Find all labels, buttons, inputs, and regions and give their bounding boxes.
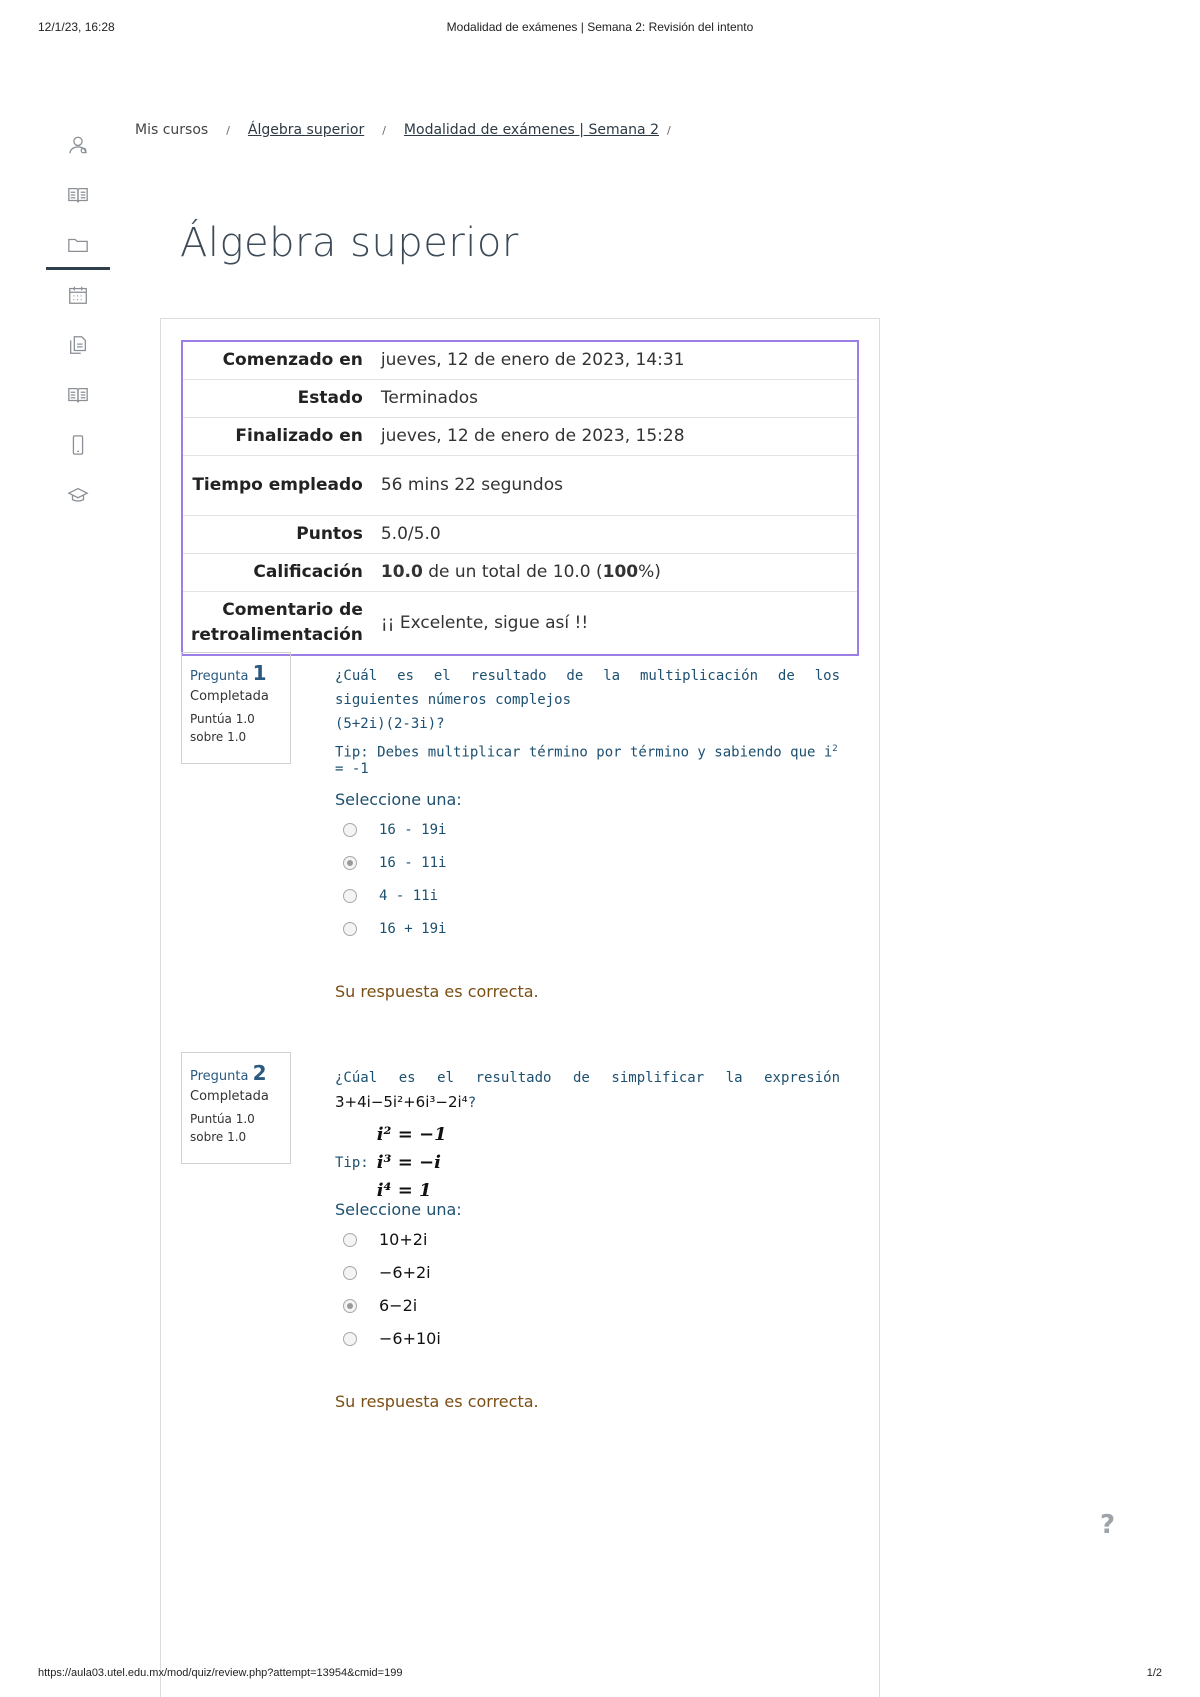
sidebar-item-files[interactable]: [46, 220, 110, 270]
summary-label: Calificación: [253, 562, 363, 582]
tip-text: Tip: Debes multiplicar término por término y sabiendo que i: [335, 744, 833, 761]
summary-row-state: [182, 380, 858, 418]
question-text-main: ¿Cúal es el resultado de simplificar la expresión: [335, 1070, 840, 1086]
radio-button[interactable]: [343, 889, 357, 903]
print-title: Modalidad de exámenes | Semana 2: Revisión del intento: [446, 20, 754, 34]
summary-value: ¡¡ Excelente, sigue así !!: [380, 612, 589, 633]
summary-row-grade: [182, 554, 858, 592]
option-label: 4 - 11i: [379, 887, 439, 904]
answer-option[interactable]: [335, 1223, 840, 1256]
summary-value: 5.0/5.0: [380, 524, 441, 544]
question-grade: [190, 1110, 282, 1146]
sidebar-item-documents[interactable]: [46, 320, 110, 370]
help-icon[interactable]: ?: [1100, 1510, 1116, 1540]
answer-block-1: [335, 790, 840, 945]
answer-options: [335, 813, 840, 945]
question-content-2: [335, 1066, 840, 1205]
question-tip: [335, 1121, 840, 1205]
grade-text-end: %): [638, 562, 661, 582]
question-mark: ?: [467, 1095, 477, 1111]
breadcrumb-home[interactable]: Mis cursos: [135, 122, 209, 138]
radio-button-selected[interactable]: [343, 856, 357, 870]
folder-icon: [67, 234, 89, 256]
sidebar-item-courses[interactable]: [46, 470, 110, 520]
tip-sup: 2: [832, 744, 838, 754]
radio-button-selected[interactable]: [343, 1299, 357, 1313]
answer-block-2: [335, 1200, 840, 1355]
question-number: [190, 661, 282, 685]
book-icon: [67, 384, 89, 406]
sidebar-item-mobile[interactable]: [46, 420, 110, 470]
question-text: [335, 1066, 840, 1115]
tip-equation: i³ = −i: [376, 1152, 441, 1173]
tip-text-end: = -1: [335, 760, 369, 777]
answer-option[interactable]: [335, 846, 840, 879]
question-number-value: 1: [252, 661, 267, 685]
summary-value: Terminados: [380, 388, 479, 408]
breadcrumb-separator: /: [382, 123, 386, 137]
option-label: −6+10i: [379, 1329, 441, 1348]
option-label: 16 - 19i: [379, 821, 447, 838]
sidebar-item-grades[interactable]: [46, 170, 110, 220]
sidebar-item-participants[interactable]: [46, 120, 110, 170]
question-expression: 3+4i−5i²+6i³−2i⁴: [335, 1093, 468, 1111]
breadcrumb-separator: /: [226, 123, 230, 137]
summary-row-points: [182, 516, 858, 554]
option-label: −6+2i: [379, 1263, 431, 1282]
summary-row-time: [182, 456, 858, 516]
radio-button[interactable]: [343, 1332, 357, 1346]
calendar-icon: [67, 284, 89, 306]
question-grade: [190, 710, 282, 746]
question-text: ¿Cuál es el resultado de la multiplicación de los siguientes números complejos: [335, 668, 840, 708]
option-label: 16 - 11i: [379, 854, 447, 871]
select-label: Seleccione una:: [335, 1200, 462, 1219]
question-grade-line: sobre 1.0: [190, 730, 247, 744]
radio-button[interactable]: [343, 1233, 357, 1247]
answer-option[interactable]: [335, 813, 840, 846]
summary-row-finished: [182, 418, 858, 456]
summary-label: Comenzado en: [222, 350, 363, 370]
summary-value: jueves, 12 de enero de 2023, 14:31: [380, 350, 685, 370]
breadcrumb-quiz-link[interactable]: Modalidad de exámenes | Semana 2: [403, 122, 659, 138]
question-feedback-2: [335, 1392, 840, 1411]
question-expression: (5+2i)(2-3i)?: [335, 716, 445, 732]
question-number: [190, 1061, 282, 1085]
question-grade-line: Puntúa 1.0: [190, 712, 255, 726]
summary-row-feedback: [182, 592, 858, 656]
print-page-number: 1/2: [1146, 1667, 1162, 1679]
option-label: 10+2i: [379, 1230, 428, 1249]
question-info-2: [181, 1052, 291, 1164]
summary-value: jueves, 12 de enero de 2023, 15:28: [380, 426, 685, 446]
answer-option[interactable]: [335, 912, 840, 945]
question-number-value: 2: [252, 1061, 267, 1085]
question-info-1: [181, 652, 291, 764]
documents-icon: [67, 334, 89, 356]
print-footer: [38, 1667, 1162, 1683]
breadcrumb: [135, 122, 689, 138]
question-grade-line: sobre 1.0: [190, 1130, 247, 1144]
tip-equations: [377, 1121, 447, 1205]
page-title: Álgebra superior: [180, 220, 519, 266]
summary-label: Estado: [297, 388, 363, 408]
summary-label: Puntos: [296, 524, 363, 544]
grade-percent: 100: [602, 562, 639, 582]
answer-option[interactable]: [335, 1289, 840, 1322]
sidebar-item-calendar[interactable]: [46, 270, 110, 320]
sidebar-nav: [46, 120, 110, 520]
feedback-text: Su respuesta es correcta.: [335, 1392, 539, 1411]
option-label: 6−2i: [379, 1296, 418, 1315]
sidebar-item-library[interactable]: [46, 370, 110, 420]
grade-score: 10.0: [380, 562, 423, 582]
answer-option[interactable]: [335, 1256, 840, 1289]
question-feedback-1: [335, 982, 840, 1001]
print-url: https://aula03.utel.edu.mx/mod/quiz/review.php?attempt=13954&cmid=199: [38, 1667, 403, 1679]
book-icon: [67, 184, 89, 206]
radio-button[interactable]: [343, 922, 357, 936]
summary-label: Comentario de retroalimentación: [191, 600, 363, 645]
feedback-text: Su respuesta es correcta.: [335, 982, 539, 1001]
select-label: Seleccione una:: [335, 790, 462, 809]
mobile-icon: [67, 434, 89, 456]
grade-text: de un total de 10.0 (: [422, 562, 603, 582]
answer-option[interactable]: [335, 1322, 840, 1355]
attempt-summary-table: [181, 340, 859, 656]
tip-equation: i² = −1: [376, 1124, 447, 1145]
print-header: [38, 20, 1162, 36]
breadcrumb-separator: /: [666, 123, 671, 137]
print-datetime: 12/1/23, 16:28: [38, 20, 115, 34]
radio-button[interactable]: [343, 823, 357, 837]
question-label: Pregunta: [190, 669, 249, 684]
graduation-cap-icon: [67, 484, 89, 506]
breadcrumb-course-link[interactable]: Álgebra superior: [247, 122, 365, 138]
radio-button[interactable]: [343, 1266, 357, 1280]
answer-option[interactable]: [335, 879, 840, 912]
summary-value: [379, 554, 858, 592]
tip-equation: i⁴ = 1: [376, 1180, 432, 1201]
user-icon: [67, 134, 89, 156]
question-tip: [335, 744, 840, 777]
question-label: Pregunta: [190, 1069, 249, 1084]
summary-value: 56 mins 22 segundos: [380, 475, 563, 495]
question-state: Completada: [190, 1089, 269, 1104]
summary-row-started: [182, 341, 858, 380]
question-content-1: [335, 664, 840, 777]
tip-label: Tip:: [335, 1155, 369, 1171]
summary-label: Tiempo empleado: [192, 475, 363, 495]
question-state: Completada: [190, 689, 269, 704]
option-label: 16 + 19i: [379, 920, 447, 937]
summary-label: Finalizado en: [235, 426, 363, 446]
answer-options: [335, 1223, 840, 1355]
question-grade-line: Puntúa 1.0: [190, 1112, 255, 1126]
